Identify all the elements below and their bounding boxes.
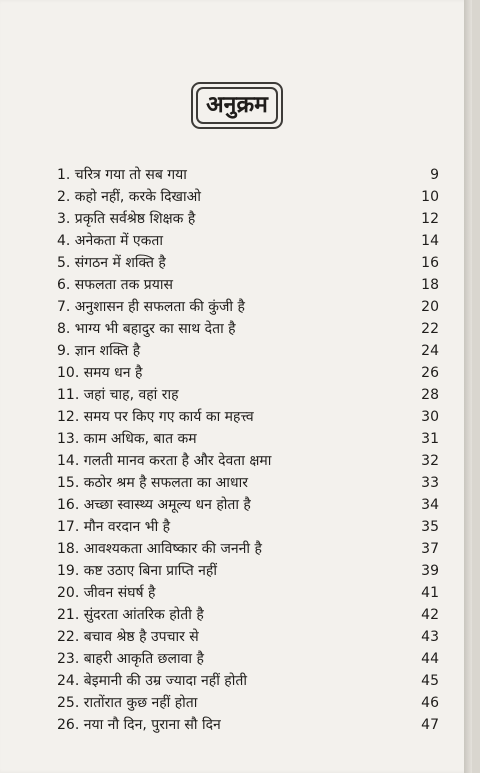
- page-edge: [464, 0, 472, 773]
- toc-entry: [57, 340, 439, 362]
- toc-entry: [57, 714, 439, 736]
- toc-entry: [57, 362, 439, 384]
- toc-entry: [57, 384, 439, 406]
- toc-entry: [57, 186, 439, 208]
- toc-entry-label: 24. बेइमानी की उम्र ज्यादा नहीं होती: [57, 673, 247, 689]
- toc-entry-page: 20: [421, 299, 439, 315]
- toc-entry-label: 11. जहां चाह, वहां राह: [57, 387, 179, 403]
- toc-entry-label: 12. समय पर किए गए कार्य का महत्त्व: [57, 409, 254, 425]
- toc-entry-page: 26: [421, 365, 439, 381]
- toc-entry: [57, 318, 439, 340]
- toc-entry-page: 45: [421, 673, 439, 689]
- toc-entry-page: 34: [421, 497, 439, 513]
- toc-entry: [57, 274, 439, 296]
- toc-entry-page: 41: [421, 585, 439, 601]
- toc-entry: [57, 670, 439, 692]
- toc-entry-label: 21. सुंदरता आंतरिक होती है: [57, 607, 204, 623]
- toc-entry-label: 18. आवश्यकता आविष्कार की जननी है: [57, 541, 262, 557]
- toc-entry-label: 5. संगठन में शक्ति है: [57, 255, 166, 271]
- toc-entry-label: 22. बचाव श्रेष्ठ है उपचार से: [57, 629, 199, 645]
- toc-entry-label: 23. बाहरी आकृति छलावा है: [57, 651, 204, 667]
- toc-entry: [57, 626, 439, 648]
- toc-entry: [57, 648, 439, 670]
- toc-entry-page: 37: [421, 541, 439, 557]
- toc-entry-page: 32: [421, 453, 439, 469]
- toc-entry-page: 39: [421, 563, 439, 579]
- toc-entry-page: 9: [430, 167, 439, 183]
- toc-entry-page: 12: [421, 211, 439, 227]
- toc-entry-label: 2. कहो नहीं, करके दिखाओ: [57, 189, 201, 205]
- toc-entry-page: 47: [421, 717, 439, 733]
- toc-entry-label: 16. अच्छा स्वास्थ्य अमूल्य धन होता है: [57, 497, 251, 513]
- toc-entry-page: 18: [421, 277, 439, 293]
- toc-entry: [57, 472, 439, 494]
- toc-entry-page: 30: [421, 409, 439, 425]
- toc-entry: [57, 450, 439, 472]
- toc-entry-page: 28: [421, 387, 439, 403]
- toc-entry-page: 24: [421, 343, 439, 359]
- title-frame: [191, 82, 283, 129]
- toc-entry-label: 1. चरित्र गया तो सब गया: [57, 167, 187, 183]
- toc-entry-page: 31: [421, 431, 439, 447]
- toc-entry-page: 33: [421, 475, 439, 491]
- toc-entry: [57, 164, 439, 186]
- toc-entry-page: 14: [421, 233, 439, 249]
- toc-entry: [57, 252, 439, 274]
- toc-entry: [57, 538, 439, 560]
- toc-entry-label: 14. गलती मानव करता है और देवता क्षमा: [57, 453, 272, 469]
- toc-entry: [57, 582, 439, 604]
- toc-entry: [57, 428, 439, 450]
- toc-entry-page: 43: [421, 629, 439, 645]
- toc-entry-page: 16: [421, 255, 439, 271]
- toc-entry-label: 4. अनेकता में एकता: [57, 233, 164, 249]
- toc-entry: [57, 516, 439, 538]
- toc-entry-label: 7. अनुशासन ही सफलता की कुंजी है: [57, 299, 245, 315]
- toc-entry: [57, 560, 439, 582]
- toc-entry: [57, 208, 439, 230]
- toc-entry-label: 9. ज्ञान शक्ति है: [57, 343, 141, 359]
- toc-entry: [57, 604, 439, 626]
- toc-entry-label: 13. काम अधिक, बात कम: [57, 431, 197, 447]
- toc-entry: [57, 494, 439, 516]
- toc-entry: [57, 230, 439, 252]
- toc-entry-label: 15. कठोर श्रम है सफलता का आधार: [57, 475, 248, 491]
- toc-entry-page: 35: [421, 519, 439, 535]
- toc-entry-label: 10. समय धन है: [57, 365, 143, 381]
- toc-entry-label: 6. सफलता तक प्रयास: [57, 277, 173, 293]
- page-title: अनुक्रम: [196, 87, 278, 124]
- toc-entry-label: 25. रातोंरात कुछ नहीं होता: [57, 695, 198, 711]
- toc-entry-label: 8. भाग्य भी बहादुर का साथ देता है: [57, 321, 236, 337]
- toc-entry-page: 22: [421, 321, 439, 337]
- toc-entry: [57, 296, 439, 318]
- toc-entry-label: 19. कष्ट उठाए बिना प्राप्ति नहीं: [57, 563, 217, 579]
- toc-entry-page: 42: [421, 607, 439, 623]
- toc-entry: [57, 692, 439, 714]
- toc-entry-page: 10: [421, 189, 439, 205]
- toc-entry-label: 26. नया नौ दिन, पुराना सौ दिन: [57, 717, 221, 733]
- toc-entry-label: 17. मौन वरदान भी है: [57, 519, 171, 535]
- toc-entry-label: 3. प्रकृति सर्वश्रेष्ठ शिक्षक है: [57, 211, 196, 227]
- toc-entry: [57, 406, 439, 428]
- toc-entry-page: 44: [421, 651, 439, 667]
- toc-entry-page: 46: [421, 695, 439, 711]
- toc-entry-label: 20. जीवन संघर्ष है: [57, 585, 156, 601]
